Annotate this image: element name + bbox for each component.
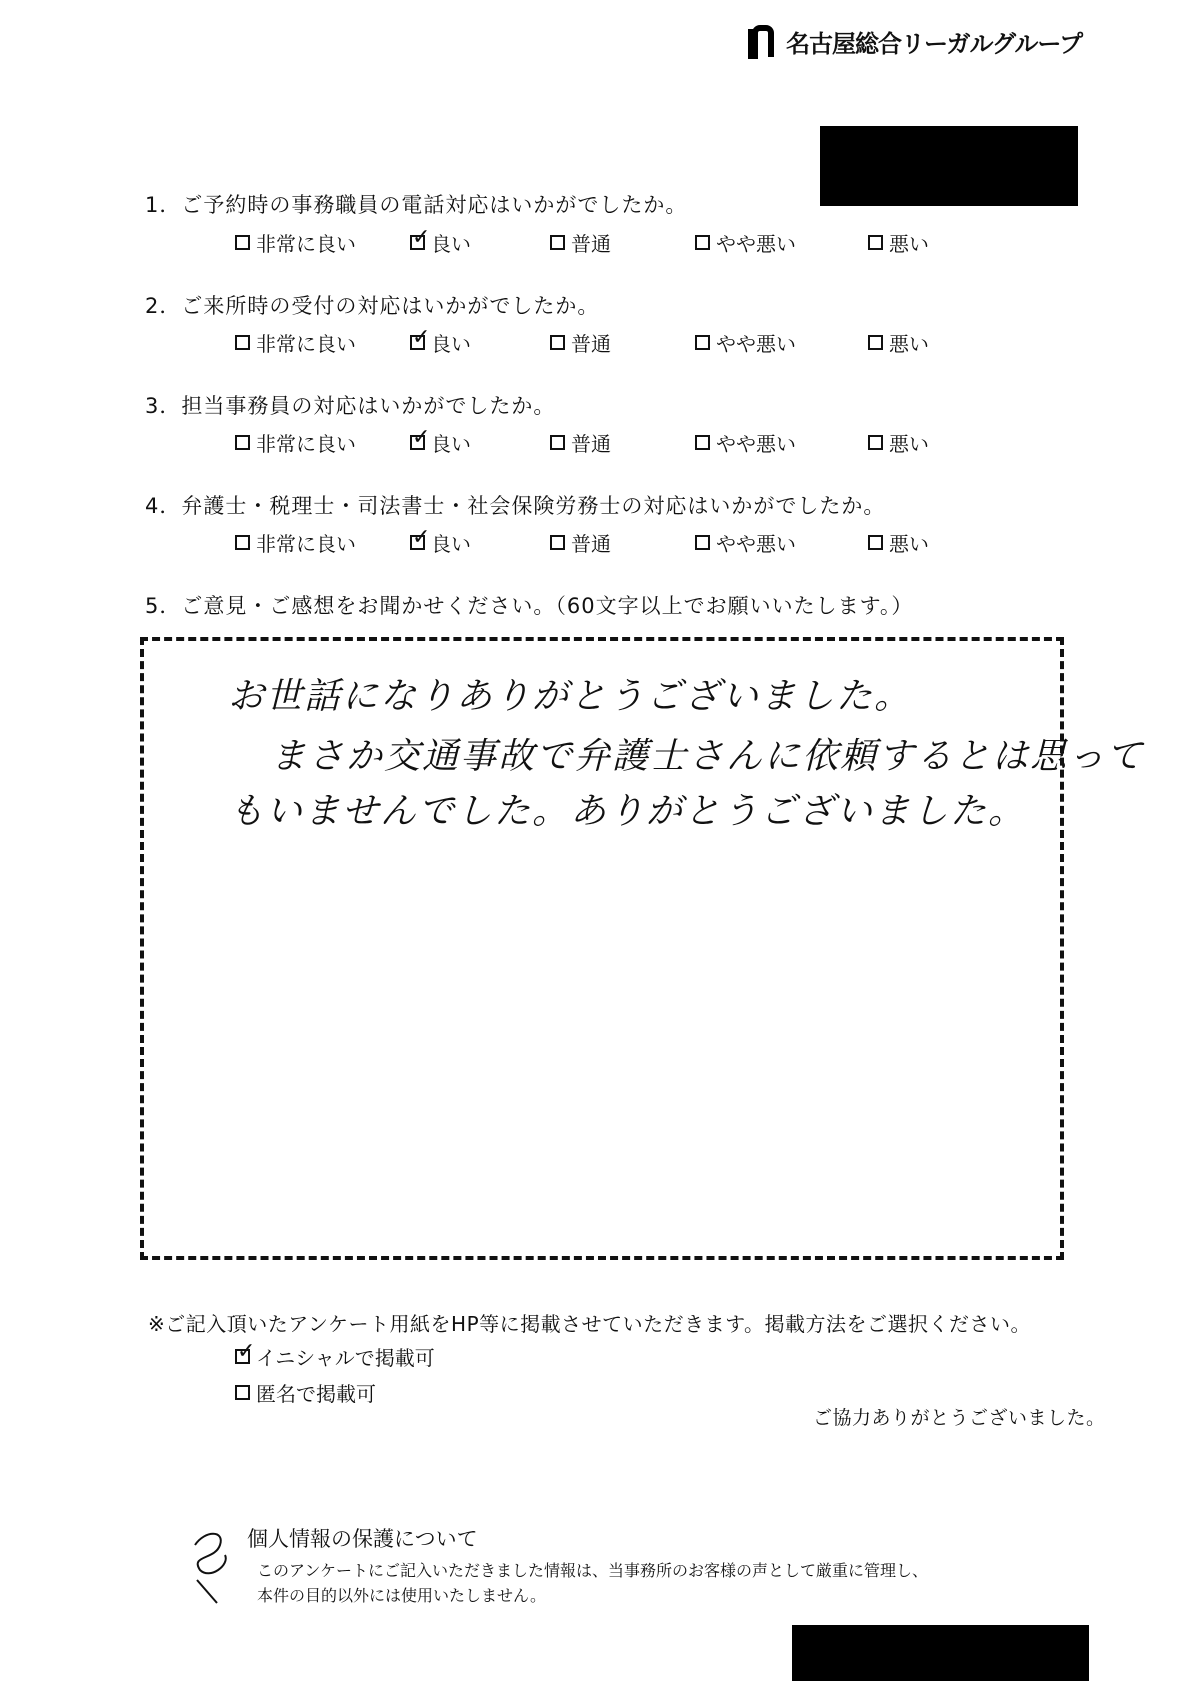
checkbox[interactable] [695,435,710,450]
checkbox[interactable] [550,335,565,350]
option-label: 非常に良い [256,532,356,556]
checkbox[interactable] [868,335,883,350]
checkbox-checked[interactable] [235,1349,250,1364]
handwritten-line-2: まさか交通事故で弁護士さんに依頼するとは思って [270,736,1145,777]
option-good[interactable] [410,428,471,457]
option-good[interactable] [410,528,471,557]
question-2-options [235,328,955,358]
logo-mark-icon [748,25,778,59]
checkbox[interactable] [235,435,250,450]
publish-option-anonymous[interactable] [235,1378,376,1407]
question-1: 1．ご予約時の事務職員の電話対応はいかがでしたか。 [145,193,688,217]
option-normal[interactable] [550,328,611,357]
checkbox-checked[interactable] [410,535,425,550]
option-label: 非常に良い [256,432,356,456]
option-very-good[interactable] [235,228,356,257]
option-somewhat-bad[interactable] [695,528,796,557]
checkbox-checked[interactable] [410,435,425,450]
checkbox[interactable] [695,535,710,550]
option-label: 良い [431,332,471,356]
thanks-text: ご協力ありがとうございました。 [813,1407,1106,1429]
option-bad[interactable] [868,328,929,357]
option-very-good[interactable] [235,428,356,457]
checkbox[interactable] [868,235,883,250]
checkbox[interactable] [235,335,250,350]
option-very-good[interactable] [235,528,356,557]
option-label: 非常に良い [256,232,356,256]
option-label: 悪い [889,332,929,356]
checkbox[interactable] [235,1385,250,1400]
option-good[interactable] [410,328,471,357]
question-4-options [235,528,955,558]
checkbox[interactable] [550,435,565,450]
publish-option-label: イニシャルで掲載可 [256,1346,435,1370]
question-4: 4．弁護士・税理士・司法書士・社会保険労務士の対応はいかがでしたか。 [145,494,886,518]
question-3-options [235,428,955,458]
option-normal[interactable] [550,228,611,257]
handwritten-line-3: もいませんでした。ありがとうございました。 [228,791,1027,832]
option-label: 良い [431,232,471,256]
checkbox[interactable] [695,235,710,250]
redaction-block [792,1625,1089,1681]
option-label: 非常に良い [256,332,356,356]
question-3: 3．担当事務員の対応はいかがでしたか。 [145,394,556,418]
handwritten-line-1: お世話になりありがとうございました。 [228,676,913,717]
option-label: 普通 [571,532,611,556]
option-somewhat-bad[interactable] [695,228,796,257]
privacy-line-1: このアンケートにご記入いただきました情報は、当事務所のお客様の声として厳重に管理し、 [257,1561,929,1580]
checkbox[interactable] [868,535,883,550]
publish-option-initials[interactable] [235,1342,435,1371]
option-label: 良い [431,532,471,556]
option-very-good[interactable] [235,328,356,357]
option-bad[interactable] [868,228,929,257]
option-label: やや悪い [716,232,796,256]
option-label: 悪い [889,532,929,556]
checkbox[interactable] [868,435,883,450]
doodle-icon [185,1525,245,1605]
option-label: 悪い [889,232,929,256]
option-label: やや悪い [716,432,796,456]
question-1-options [235,228,955,258]
option-somewhat-bad[interactable] [695,428,796,457]
privacy-line-2: 本件の目的以外には使用いたしません。 [257,1586,546,1605]
option-label: 悪い [889,432,929,456]
redaction-block [820,126,1078,206]
logo [748,24,1082,59]
option-somewhat-bad[interactable] [695,328,796,357]
privacy-title: 個人情報の保護について [247,1527,478,1551]
option-label: 普通 [571,432,611,456]
checkbox[interactable] [695,335,710,350]
option-bad[interactable] [868,428,929,457]
option-label: 普通 [571,232,611,256]
checkbox-checked[interactable] [410,235,425,250]
option-good[interactable] [410,228,471,257]
publish-note: ※ご記入頂いたアンケート用紙をHP等に掲載させていただきます。掲載方法をご選択ください。 [148,1312,1032,1336]
checkbox-checked[interactable] [410,335,425,350]
option-label: 普通 [571,332,611,356]
logo-text: 名古屋総合リーガルグループ [786,30,1083,58]
option-bad[interactable] [868,528,929,557]
checkbox[interactable] [235,535,250,550]
question-2: 2．ご来所時の受付の対応はいかがでしたか。 [145,294,600,318]
option-normal[interactable] [550,528,611,557]
option-label: やや悪い [716,332,796,356]
checkbox[interactable] [550,535,565,550]
question-5: 5．ご意見・ご感想をお聞かせください。（60文字以上でお願いいたします。） [145,594,914,618]
checkbox[interactable] [235,235,250,250]
publish-option-label: 匿名で掲載可 [256,1382,376,1406]
checkbox[interactable] [550,235,565,250]
option-label: 良い [431,432,471,456]
option-normal[interactable] [550,428,611,457]
option-label: やや悪い [716,532,796,556]
